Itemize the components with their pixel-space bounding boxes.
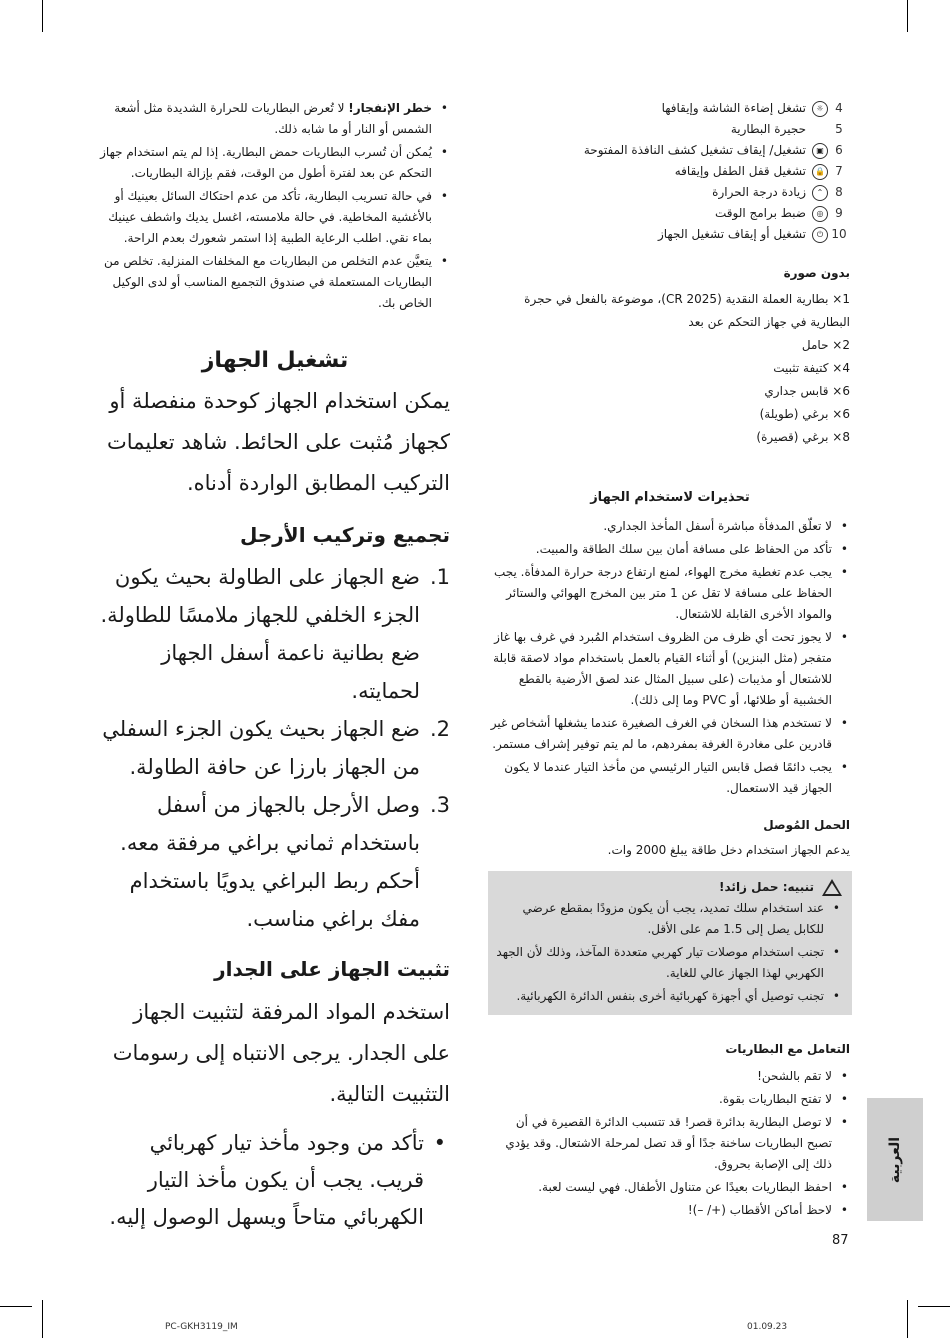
warnings-list [490,516,850,799]
step-text: وصل الأرجل بالجهاز من أسفل باستخدام ثماني براغي مرفقة معه. أحكم ربط البراغي يدويًا باستخدام مفك براغي مناسب. [120,793,420,931]
list-item: • يُمكن أن تُسرب البطاريات حمض البطارية. إذا لم يتم استخدام جهاز التحكم عن بعد لفترة أطول من الوقت، فقم بإزالة البطاريات. [100,142,450,184]
crop-mark [918,1306,950,1307]
list-item: • تجنب استخدام موصلات تيار كهربي متعددة المآخذ، وذلك لأن الجهد الكهربي لهذا الجهاز عالي للغاية. [494,942,842,984]
list-item: • احفظ البطاريات بعيدًا عن متناول الأطفال. فهي ليست لعبة. [490,1177,850,1198]
list-item [100,98,450,140]
child-lock-icon: 🔒 [812,164,828,180]
item-number: 10 [831,227,847,241]
list-item: • لا تعلّق المدفأة مباشرة أسفل المأخذ الجداري. [490,516,850,537]
timer-icon: ◎ [812,206,828,222]
list-item: 1× بطارية العملة النقدية (CR 2025)، موضوعة بالفعل في حجرة البطارية في جهاز التحكم عن بعد [524,292,850,329]
step-item [100,558,450,710]
caution-title [494,877,842,898]
load-text: يدعم الجهاز استخدام دخل طاقة يبلغ 2000 وات. [607,843,850,857]
list-item: 8× برغي (قصيرة) [756,430,850,444]
left-column [100,98,450,1236]
language-tab-label: العربية [886,1136,903,1183]
list-item: • يجب عدم تغطية مخرج الهواء، لمنع ارتفاع درجة حرارة المدفأة. يجب الحفاظ على مسافة لا تقل عن 1 متر بين المخرج الهوائي والستائر والمواد الأخرى القابلة للاشتعال. [490,562,850,625]
step-number: 2. [429,717,450,741]
temp-up-icon: ⌃ [812,185,828,201]
list-item: • تأكد من الحفاظ على مسافة أمان بين سلك الطاقة والمبيت. [490,539,850,560]
item-text: تشغل إضاءة الشاشة وإيقافها [661,101,806,115]
load-heading: الحمل المُوصل [763,818,850,832]
numbered-item [490,119,850,140]
step-number: 1. [429,565,450,589]
no-image-list [490,288,850,449]
step-number: 3. [429,793,450,817]
item-text: تشغيل قفل الطفل وإيقافه [674,164,806,178]
list-item: 2× حامل [801,338,850,352]
numbered-item [490,224,850,245]
item-number: 6 [835,143,843,157]
list-item: • في حالة تسريب البطارية، تأكد من عدم احتكاك السائل بعينيك أو بالأغشية المخاطية. في حالة ملامسته، اغسل يديك واشطف عينيك بماء نقي. اطلب الرعاية الطبية إذا استمر شعورك بعدم الراحة. [100,186,450,249]
control-numbered-list [490,98,850,245]
list-item: • لا تستخدم هذا السخان في الغرف الصغيرة عندما يشغلها أشخاص غير قادرين على مغادرة الغرفة بمفردهم، ما لم يتم توفير إشراف مستمر. [490,713,850,755]
feet-steps [100,558,450,938]
explosion-lead: خطر الإنفجار! [348,101,432,115]
crop-mark [0,1306,32,1307]
list-item: • تجنب توصيل أي أجهزة كهربائية أخرى بنفس الدائرة الكهربائية. [494,986,842,1007]
list-item: • عند استخدام سلك تمديد، يجب أن يكون مزودًا بمقطع عرضي للكابل يصل إلى 1.5 مم على الأقل. [494,898,842,940]
item-number: 7 [835,164,843,178]
step-item [100,786,450,938]
item-number: 4 [835,101,843,115]
warnings-heading: تحذيرات لاستخدام الجهاز [590,490,750,505]
item-number: 9 [835,206,843,220]
power-icon: ⏻ [812,227,828,243]
window-detect-icon: ▣ [812,143,828,159]
list-item: • يجب دائمًا فصل قابس التيار الرئيسي من مأخذ التيار عندما لا يكون الجهاز قيد الاستعمال. [490,757,850,799]
right-column [490,98,850,1223]
item-text: تشغيل أو إيقاف تشغيل الجهاز [657,227,806,241]
operation-heading: تشغيل الجهاز [201,348,349,373]
item-text: حجيرة البطارية [730,122,806,136]
page-number: 87 [832,1233,849,1248]
list-item: 6× قابس جداري [764,384,850,398]
operation-text: يمكن استخدام الجهاز كوحدة منفصلة أو كجهاز مُثبت على الحائط. شاهد تعليمات التركيب المطابق الواردة أدناه. [107,389,450,495]
wall-heading: تثبيت الجهاز على الجدار [214,957,450,981]
crop-mark [42,1300,43,1338]
warning-triangle-icon [822,879,842,896]
explosion-text: لا تُعرض البطاريات للحرارة الشديدة مثل أشعة الشمس أو النار أو ما شابه ذلك. [114,101,432,136]
footer-doc-id: PC-GKH3119_IM [165,1322,238,1332]
numbered-item [490,140,850,161]
crop-mark [42,0,43,32]
list-item: • لا تفتح البطاريات بقوة. [490,1089,850,1110]
list-item: • لا تقم بالشحن! [490,1066,850,1087]
battery-heading: التعامل مع البطاريات [725,1042,850,1056]
screen-light-icon: ☼ [812,101,828,117]
list-item: 4× كتيفة تثبيت [773,361,850,375]
crop-mark [907,0,908,32]
caution-box [488,871,852,1015]
item-number: 8 [835,185,843,199]
footer-date: 01.09.23 [747,1322,788,1332]
numbered-item [490,203,850,224]
list-item: • تأكد من وجود مأخذ تيار كهربائي قريب. يجب أن يكون مأخذ التيار الكهربائي متاحاً ويسهل الوصول إليه. [100,1125,450,1236]
battery-list [490,1066,850,1221]
list-item: • لا توصل البطارية بدائرة قصر! قد تتسبب الدائرة القصيرة في أن تصبح البطاريات ساخنة جدًا أو قد تصل لمرحلة الاشتعال. وقد يؤدي ذلك إلى الإصابة بحروق. [490,1112,850,1175]
item-text: ضبط برامج الوقت [714,206,806,220]
language-tab [867,1098,923,1221]
step-item [100,710,450,786]
list-item: • يتعيَّن عدم التخلص من البطاريات مع المخلفات المنزلية. تخلص من البطاريات المستعملة في صندوق التجميع المناسب أو لدى الوكيل الخاص بك. [100,251,450,314]
numbered-item [490,182,850,203]
wall-bullets [100,1125,450,1236]
caution-list [494,898,842,1007]
list-item: • لاحظ أماكن الأقطاب (+/ –)! [490,1200,850,1221]
crop-mark [907,1300,908,1338]
numbered-item [490,161,850,182]
step-text: ضع الجهاز على الطاولة بحيث يكون الجزء الخلفي للجهاز ملامسًا للطاولة. ضع بطانية ناعمة أسفل الجهاز لحمايته. [100,565,420,703]
item-number: 5 [835,122,843,136]
caution-title-text: تنبيه: حمل زائد! [719,880,814,894]
item-text: تشغيل/ إيقاف تشغيل كشف النافذة المفتوحة [583,143,806,157]
step-text: ضع الجهاز بحيث يكون الجزء السفلي من الجهاز بارزا عن حافة الطاولة. [102,717,420,779]
item-text: زيادة درجة الحرارة [712,185,806,199]
feet-heading: تجميع وتركيب الأرجل [240,523,450,547]
battery-safety-list [100,98,450,314]
numbered-item [490,98,850,119]
no-image-heading: بدون صورة [783,266,850,280]
list-item: • لا يجوز تحت أي ظرف من الظروف استخدام المُبرد في غرف بها غاز متفجر (مثل البنزين) أو أثناء القيام بالعمل باستخدام مواد لاصقة قابلة للاشتعال أو مذيبات (على سبيل المثال عند لصق الأرضية بالقطع الخشبية أو طلائها، أو PVC وما إلى ذلك). [490,627,850,711]
wall-text: استخدم المواد المرفقة لتثبيت الجهاز على الجدار. يرجى الانتباه إلى رسومات التثبيت التالية. [112,1000,450,1106]
list-item: 6× برغي (طويلة) [759,407,850,421]
